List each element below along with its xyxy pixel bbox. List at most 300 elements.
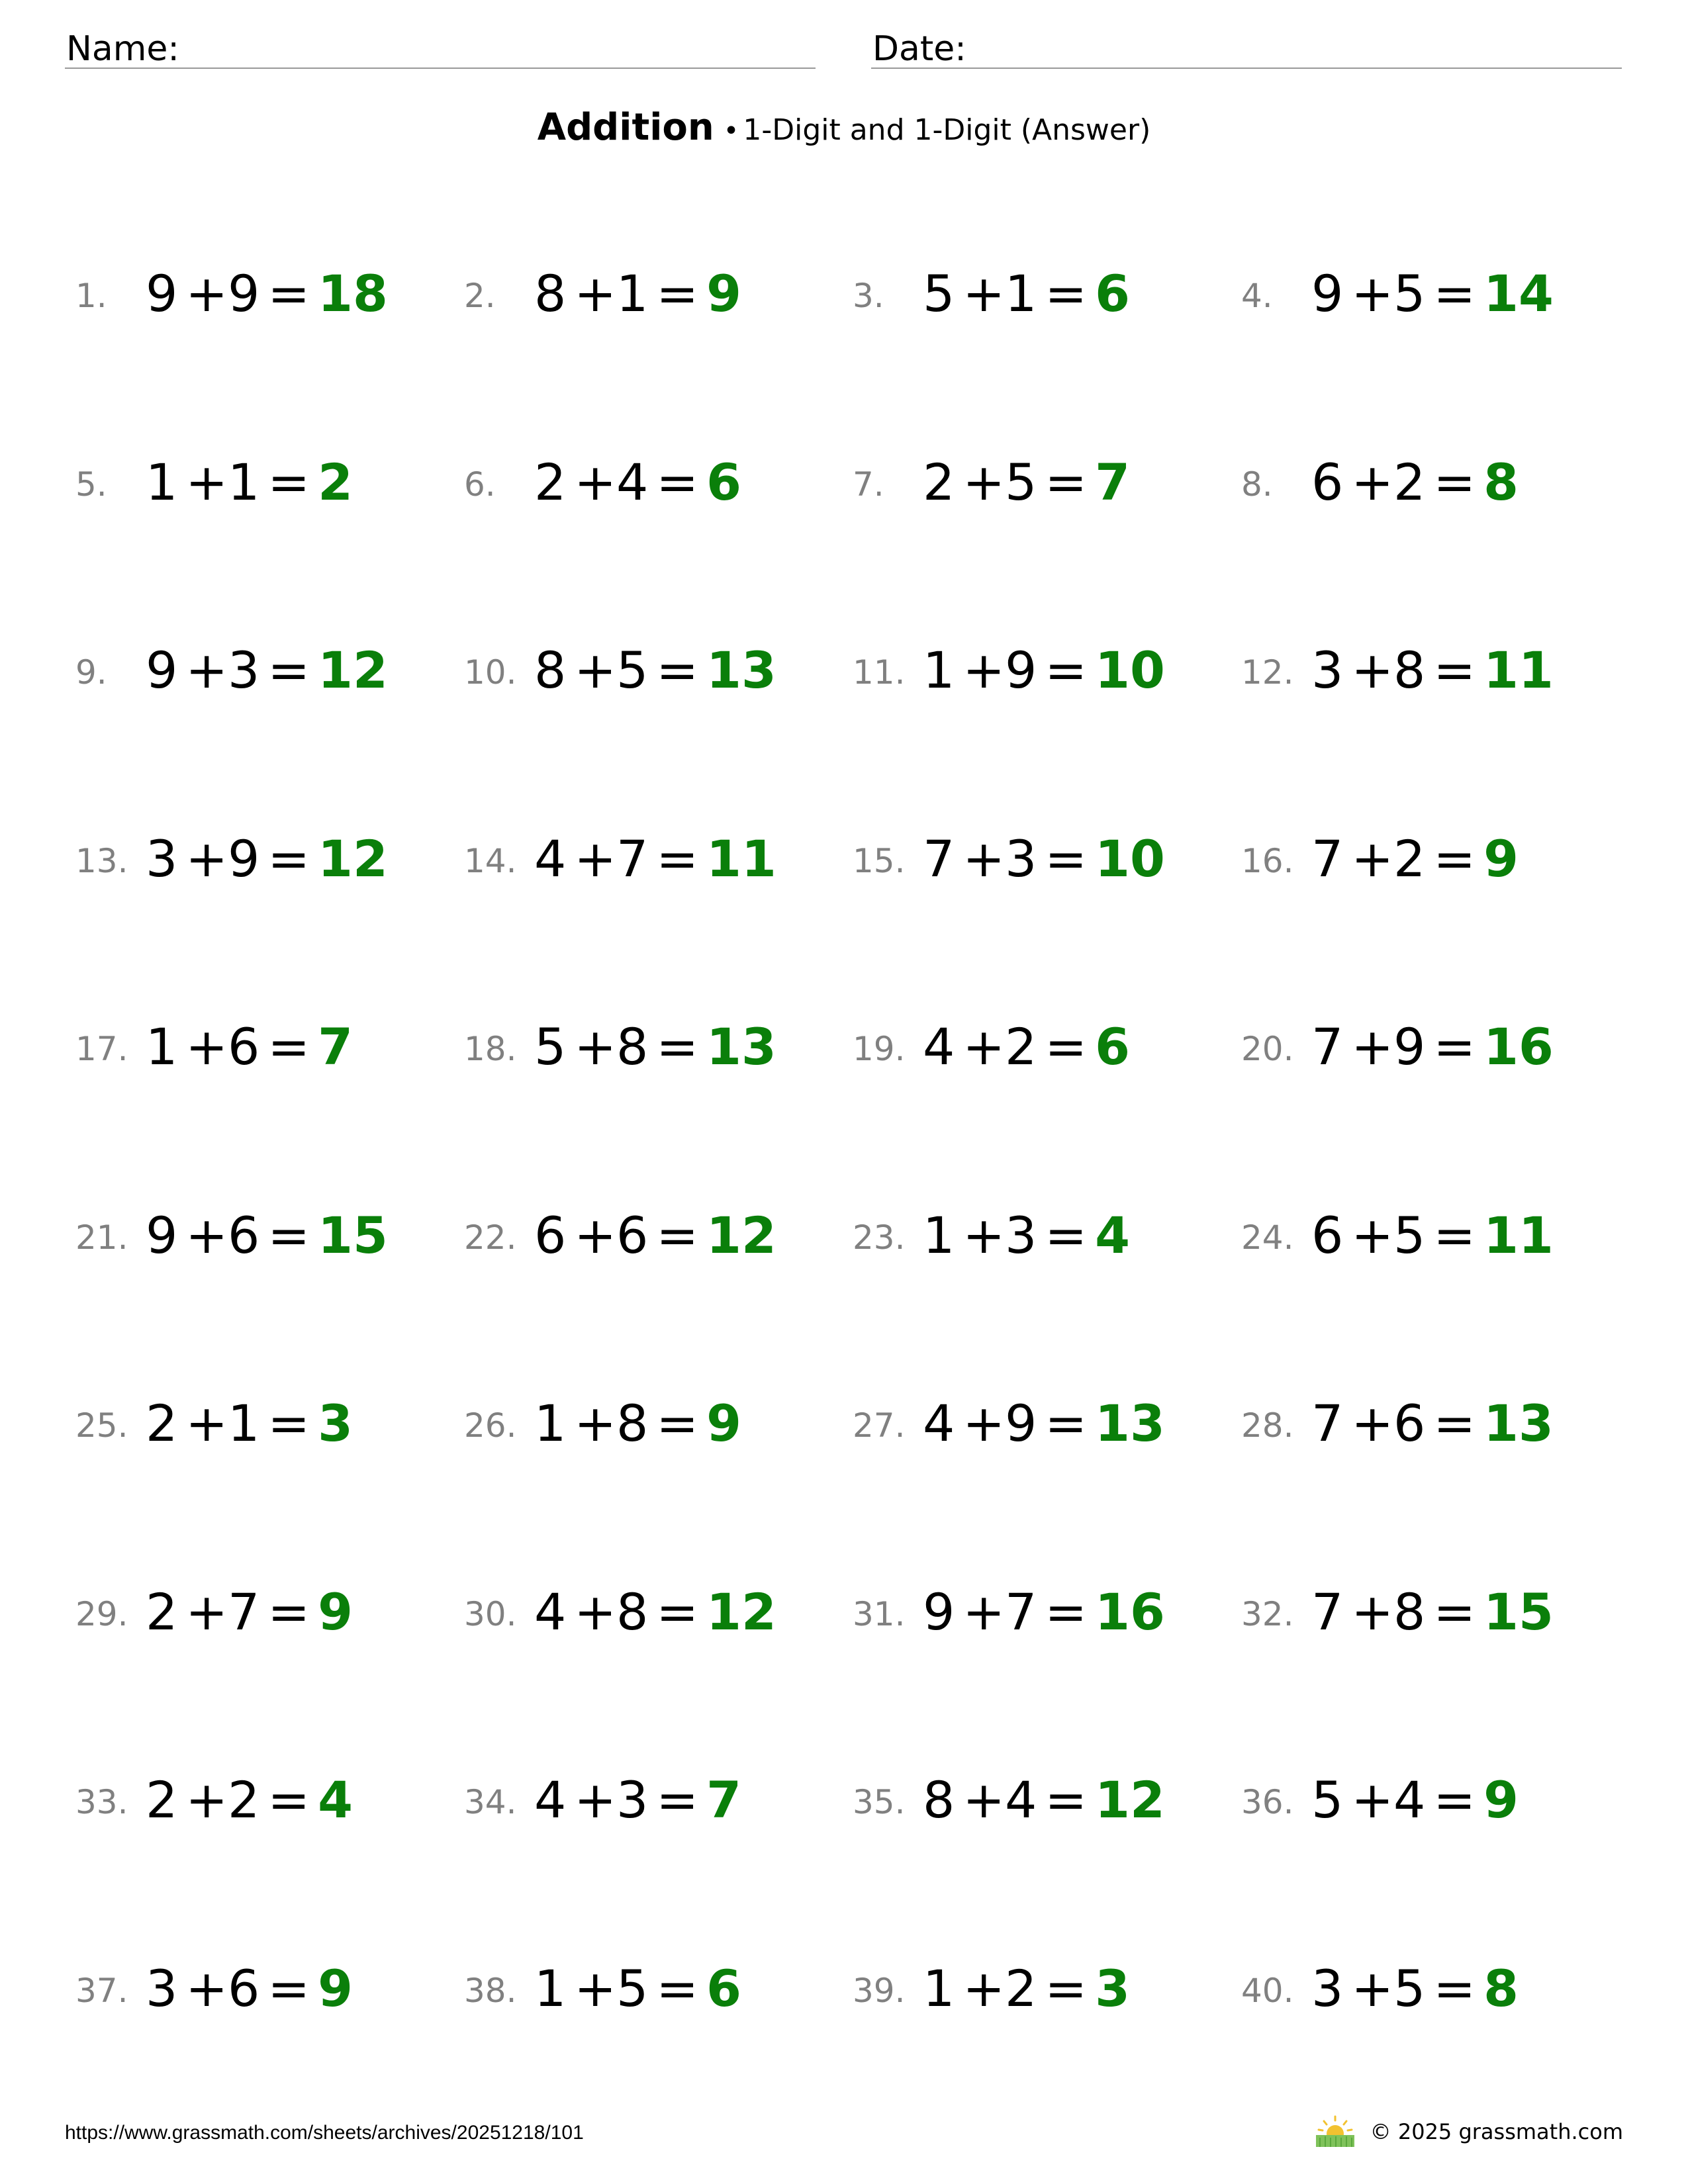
equals-sign: = — [656, 1770, 699, 1829]
addend-b: 9 — [1393, 1017, 1426, 1076]
equals-sign: = — [267, 1206, 310, 1265]
problem-equation — [1311, 264, 1554, 323]
answer: 11 — [706, 829, 776, 888]
answer: 3 — [318, 1394, 353, 1453]
problem-item — [464, 1206, 835, 1265]
plus-sign: + — [185, 829, 228, 888]
answer: 13 — [706, 1017, 776, 1076]
equals-sign: = — [1045, 1017, 1088, 1076]
addend-a: 7 — [923, 829, 955, 888]
plus-sign: + — [962, 1770, 1006, 1829]
addend-a: 9 — [146, 264, 178, 323]
problem-item — [75, 264, 446, 323]
equals-sign: = — [1433, 1017, 1476, 1076]
addend-a: 9 — [1311, 264, 1344, 323]
problem-number: 3. — [853, 277, 884, 315]
problem-number: 25. — [75, 1406, 128, 1445]
plus-sign: + — [185, 1017, 228, 1076]
answer: 10 — [1095, 641, 1165, 700]
equals-sign: = — [656, 453, 699, 512]
addend-b: 1 — [228, 453, 260, 512]
answer: 12 — [706, 1582, 776, 1641]
heading-bullet: • — [723, 116, 739, 146]
addend-b: 1 — [616, 264, 649, 323]
plus-sign: + — [574, 264, 617, 323]
answer: 15 — [318, 1206, 388, 1265]
problem-item — [1241, 1959, 1612, 2018]
worksheet-heading — [0, 106, 1688, 149]
problem-equation — [1311, 1017, 1554, 1076]
addend-a: 9 — [146, 641, 178, 700]
problem-equation — [146, 264, 388, 323]
answer: 9 — [318, 1959, 353, 2018]
addend-a: 2 — [534, 453, 567, 512]
problem-equation — [146, 1770, 353, 1829]
equals-sign: = — [1045, 453, 1088, 512]
worksheet-title: Addition — [537, 106, 714, 149]
addend-a: 8 — [534, 264, 567, 323]
addend-b: 7 — [1005, 1582, 1037, 1641]
problem-number: 27. — [853, 1406, 906, 1445]
problem-equation — [923, 1394, 1165, 1453]
worksheet-subtitle: 1-Digit and 1-Digit (Answer) — [743, 113, 1151, 147]
answer: 9 — [706, 1394, 741, 1453]
addend-b: 5 — [1393, 264, 1426, 323]
addend-a: 1 — [923, 1206, 955, 1265]
problem-number: 37. — [75, 1972, 128, 2010]
plus-sign: + — [574, 1206, 617, 1265]
problem-number: 20. — [1241, 1030, 1294, 1068]
addend-a: 6 — [534, 1206, 567, 1265]
problem-number: 10. — [464, 653, 517, 692]
addend-b: 5 — [1393, 1959, 1426, 2018]
plus-sign: + — [1351, 641, 1394, 700]
problem-equation — [534, 1394, 741, 1453]
problem-item — [853, 1770, 1223, 1829]
problem-item — [1241, 1394, 1612, 1453]
addend-a: 2 — [146, 1770, 178, 1829]
addend-b: 5 — [1005, 453, 1037, 512]
problem-equation — [534, 829, 776, 888]
plus-sign: + — [574, 1394, 617, 1453]
addend-b: 6 — [228, 1959, 260, 2018]
plus-sign: + — [1351, 264, 1394, 323]
problem-equation — [1311, 453, 1519, 512]
equals-sign: = — [267, 641, 310, 700]
addend-b: 3 — [228, 641, 260, 700]
addend-b: 8 — [616, 1017, 649, 1076]
addend-b: 8 — [1393, 1582, 1426, 1641]
plus-sign: + — [1351, 1017, 1394, 1076]
problem-item — [853, 264, 1223, 323]
addend-a: 9 — [146, 1206, 178, 1265]
plus-sign: + — [185, 1770, 228, 1829]
problem-number: 22. — [464, 1218, 517, 1257]
answer: 12 — [318, 641, 388, 700]
plus-sign: + — [574, 641, 617, 700]
plus-sign: + — [1351, 1582, 1394, 1641]
addend-b: 1 — [1005, 264, 1037, 323]
problem-item — [1241, 641, 1612, 700]
addend-b: 9 — [1005, 1394, 1037, 1453]
problem-number: 2. — [464, 277, 496, 315]
problem-equation — [534, 1959, 741, 2018]
problem-item — [464, 1394, 835, 1453]
problem-equation — [534, 264, 741, 323]
problem-number: 13. — [75, 842, 128, 880]
problem-number: 5. — [75, 465, 107, 504]
problem-number: 40. — [1241, 1972, 1294, 2010]
answer: 13 — [1095, 1394, 1165, 1453]
problem-number: 15. — [853, 842, 906, 880]
addend-b: 8 — [616, 1582, 649, 1641]
plus-sign: + — [962, 1582, 1006, 1641]
plus-sign: + — [962, 1017, 1006, 1076]
problem-item — [853, 641, 1223, 700]
problem-item — [464, 1770, 835, 1829]
equals-sign: = — [1045, 1770, 1088, 1829]
addend-b: 5 — [616, 1959, 649, 2018]
plus-sign: + — [574, 453, 617, 512]
problem-number: 28. — [1241, 1406, 1294, 1445]
addend-b: 5 — [1393, 1206, 1426, 1265]
problem-number: 39. — [853, 1972, 906, 2010]
answer: 14 — [1483, 264, 1554, 323]
problem-item — [853, 1582, 1223, 1641]
addend-a: 8 — [534, 641, 567, 700]
problem-equation — [1311, 1959, 1519, 2018]
problem-item — [75, 1770, 446, 1829]
problem-equation — [923, 1206, 1130, 1265]
answer: 16 — [1095, 1582, 1165, 1641]
equals-sign: = — [267, 264, 310, 323]
addend-b: 7 — [228, 1582, 260, 1641]
answer: 9 — [318, 1582, 353, 1641]
plus-sign: + — [1351, 829, 1394, 888]
addend-a: 1 — [534, 1959, 567, 2018]
problem-item — [464, 453, 835, 512]
problem-item — [75, 1206, 446, 1265]
equals-sign: = — [656, 264, 699, 323]
addend-a: 3 — [146, 1959, 178, 2018]
problem-equation — [146, 1206, 388, 1265]
answer: 12 — [706, 1206, 776, 1265]
addend-a: 5 — [534, 1017, 567, 1076]
problem-item — [1241, 1206, 1612, 1265]
problem-number: 23. — [853, 1218, 906, 1257]
problem-number: 21. — [75, 1218, 128, 1257]
equals-sign: = — [1433, 1394, 1476, 1453]
plus-sign: + — [185, 453, 228, 512]
problem-number: 19. — [853, 1030, 906, 1068]
plus-sign: + — [962, 1394, 1006, 1453]
problem-item — [1241, 1582, 1612, 1641]
addend-a: 1 — [146, 453, 178, 512]
plus-sign: + — [962, 829, 1006, 888]
problem-item — [464, 264, 835, 323]
problem-number: 26. — [464, 1406, 517, 1445]
problem-equation — [923, 1770, 1165, 1829]
answer: 12 — [318, 829, 388, 888]
problem-item — [75, 829, 446, 888]
equals-sign: = — [656, 1582, 699, 1641]
name-label: Name: — [66, 29, 179, 69]
problem-item — [853, 1206, 1223, 1265]
plus-sign: + — [185, 1582, 228, 1641]
equals-sign: = — [1433, 264, 1476, 323]
problem-equation — [923, 453, 1130, 512]
grass-sun-logo-icon — [1313, 2115, 1357, 2148]
addend-b: 6 — [616, 1206, 649, 1265]
equals-sign: = — [656, 829, 699, 888]
problem-equation — [146, 1017, 353, 1076]
addend-b: 8 — [1393, 641, 1426, 700]
equals-sign: = — [1045, 1959, 1088, 2018]
footer-url: https://www.grassmath.com/sheets/archives/20251218/101 — [65, 2122, 584, 2144]
problem-equation — [1311, 1394, 1554, 1453]
plus-sign: + — [962, 264, 1006, 323]
plus-sign: + — [1351, 1206, 1394, 1265]
equals-sign: = — [267, 1770, 310, 1829]
problem-number: 12. — [1241, 653, 1294, 692]
problem-item — [1241, 1770, 1612, 1829]
addend-b: 3 — [1005, 1206, 1037, 1265]
answer: 4 — [1095, 1206, 1130, 1265]
equals-sign: = — [1433, 1770, 1476, 1829]
equals-sign: = — [1045, 264, 1088, 323]
addend-a: 7 — [1311, 829, 1344, 888]
problem-equation — [146, 1394, 353, 1453]
answer: 6 — [706, 1959, 741, 2018]
name-field[interactable] — [65, 24, 816, 69]
addend-a: 4 — [534, 829, 567, 888]
problem-number: 33. — [75, 1783, 128, 1821]
addend-a: 2 — [146, 1582, 178, 1641]
addend-a: 8 — [923, 1770, 955, 1829]
answer: 2 — [318, 453, 353, 512]
addend-a: 1 — [146, 1017, 178, 1076]
plus-sign: + — [962, 641, 1006, 700]
addend-b: 8 — [616, 1394, 649, 1453]
equals-sign: = — [656, 1959, 699, 2018]
addend-b: 5 — [616, 641, 649, 700]
problem-item — [75, 1582, 446, 1641]
answer: 6 — [1095, 1017, 1130, 1076]
plus-sign: + — [185, 1959, 228, 2018]
equals-sign: = — [1433, 1959, 1476, 2018]
addend-a: 9 — [923, 1582, 955, 1641]
plus-sign: + — [1351, 1394, 1394, 1453]
problem-equation — [534, 1017, 776, 1076]
equals-sign: = — [267, 453, 310, 512]
problem-item — [464, 1017, 835, 1076]
addend-a: 5 — [1311, 1770, 1344, 1829]
problem-number: 16. — [1241, 842, 1294, 880]
problem-equation — [534, 453, 741, 512]
answer: 10 — [1095, 829, 1165, 888]
addend-a: 4 — [923, 1017, 955, 1076]
addend-b: 4 — [616, 453, 649, 512]
answer: 8 — [1483, 1959, 1519, 2018]
plus-sign: + — [1351, 1770, 1394, 1829]
addend-b: 1 — [228, 1394, 260, 1453]
problem-item — [853, 829, 1223, 888]
problem-number: 1. — [75, 277, 107, 315]
problem-item — [75, 1394, 446, 1453]
problem-item — [1241, 829, 1612, 888]
plus-sign: + — [574, 1582, 617, 1641]
equals-sign: = — [267, 829, 310, 888]
addend-b: 2 — [1393, 829, 1426, 888]
problem-equation — [923, 641, 1165, 700]
problem-equation — [1311, 1206, 1554, 1265]
answer: 8 — [1483, 453, 1519, 512]
plus-sign: + — [185, 641, 228, 700]
problem-equation — [146, 1582, 353, 1641]
answer: 6 — [706, 453, 741, 512]
answer: 11 — [1483, 1206, 1554, 1265]
problem-item — [1241, 264, 1612, 323]
plus-sign: + — [185, 264, 228, 323]
answer: 9 — [706, 264, 741, 323]
plus-sign: + — [185, 1206, 228, 1265]
addend-a: 2 — [146, 1394, 178, 1453]
equals-sign: = — [1433, 453, 1476, 512]
equals-sign: = — [267, 1017, 310, 1076]
equals-sign: = — [267, 1394, 310, 1453]
answer: 9 — [1483, 1770, 1519, 1829]
plus-sign: + — [574, 829, 617, 888]
problem-item — [464, 1959, 835, 2018]
plus-sign: + — [962, 1206, 1006, 1265]
problem-number: 6. — [464, 465, 496, 504]
answer: 6 — [1095, 264, 1130, 323]
problem-item — [1241, 1017, 1612, 1076]
addend-a: 7 — [1311, 1394, 1344, 1453]
equals-sign: = — [656, 1017, 699, 1076]
problem-equation — [1311, 1582, 1554, 1641]
addend-a: 1 — [923, 641, 955, 700]
answer: 18 — [318, 264, 388, 323]
problem-number: 17. — [75, 1030, 128, 1068]
equals-sign: = — [1433, 1582, 1476, 1641]
problem-item — [75, 1959, 446, 2018]
addend-a: 1 — [923, 1959, 955, 2018]
addend-a: 6 — [1311, 453, 1344, 512]
equals-sign: = — [1045, 1394, 1088, 1453]
answer: 4 — [318, 1770, 353, 1829]
problem-number: 32. — [1241, 1595, 1294, 1633]
addend-a: 3 — [1311, 1959, 1344, 2018]
problem-equation — [923, 1582, 1165, 1641]
addend-a: 7 — [1311, 1582, 1344, 1641]
problem-item — [75, 641, 446, 700]
answer: 7 — [318, 1017, 353, 1076]
answer: 13 — [1483, 1394, 1554, 1453]
plus-sign: + — [1351, 1959, 1394, 2018]
problem-equation — [1311, 641, 1554, 700]
problem-number: 18. — [464, 1030, 517, 1068]
equals-sign: = — [656, 1394, 699, 1453]
problem-item — [853, 453, 1223, 512]
problem-equation — [146, 453, 353, 512]
problem-number: 34. — [464, 1783, 517, 1821]
equals-sign: = — [1433, 1206, 1476, 1265]
problem-item — [853, 1394, 1223, 1453]
plus-sign: + — [574, 1959, 617, 2018]
problem-equation — [923, 264, 1130, 323]
addend-b: 4 — [1393, 1770, 1426, 1829]
date-field[interactable] — [871, 24, 1622, 69]
plus-sign: + — [574, 1017, 617, 1076]
problem-equation — [923, 1017, 1130, 1076]
equals-sign: = — [1045, 1206, 1088, 1265]
addend-a: 4 — [534, 1770, 567, 1829]
problem-number: 31. — [853, 1595, 906, 1633]
answer: 16 — [1483, 1017, 1554, 1076]
answer: 9 — [1483, 829, 1519, 888]
plus-sign: + — [1351, 453, 1394, 512]
addend-b: 2 — [1393, 453, 1426, 512]
addend-b: 2 — [228, 1770, 260, 1829]
answer: 13 — [706, 641, 776, 700]
problem-equation — [534, 1770, 741, 1829]
problem-number: 38. — [464, 1972, 517, 2010]
addend-b: 9 — [228, 829, 260, 888]
problem-item — [1241, 453, 1612, 512]
addend-b: 2 — [1005, 1017, 1037, 1076]
addend-a: 1 — [534, 1394, 567, 1453]
problem-equation — [534, 1206, 776, 1265]
problem-number: 4. — [1241, 277, 1273, 315]
equals-sign: = — [1433, 641, 1476, 700]
addend-a: 7 — [1311, 1017, 1344, 1076]
equals-sign: = — [656, 641, 699, 700]
date-label: Date: — [872, 29, 966, 69]
addend-b: 6 — [1393, 1394, 1426, 1453]
problem-item — [464, 829, 835, 888]
addend-a: 5 — [923, 264, 955, 323]
plus-sign: + — [574, 1770, 617, 1829]
addend-a: 3 — [146, 829, 178, 888]
problem-item — [464, 1582, 835, 1641]
problem-equation — [534, 641, 776, 700]
addend-b: 6 — [228, 1206, 260, 1265]
problem-number: 24. — [1241, 1218, 1294, 1257]
problem-equation — [146, 641, 388, 700]
answer: 3 — [1095, 1959, 1130, 2018]
addend-a: 2 — [923, 453, 955, 512]
problem-equation — [923, 1959, 1130, 2018]
problem-item — [75, 453, 446, 512]
plus-sign: + — [962, 1959, 1006, 2018]
addend-a: 6 — [1311, 1206, 1344, 1265]
problem-equation — [1311, 1770, 1519, 1829]
answer: 11 — [1483, 641, 1554, 700]
plus-sign: + — [185, 1394, 228, 1453]
addend-b: 6 — [228, 1017, 260, 1076]
problem-number: 14. — [464, 842, 517, 880]
problem-item — [853, 1017, 1223, 1076]
equals-sign: = — [1045, 829, 1088, 888]
answer: 7 — [1095, 453, 1130, 512]
problem-number: 30. — [464, 1595, 517, 1633]
problem-number: 9. — [75, 653, 107, 692]
addend-b: 3 — [616, 1770, 649, 1829]
problem-number: 35. — [853, 1783, 906, 1821]
problem-item — [464, 641, 835, 700]
addend-b: 4 — [1005, 1770, 1037, 1829]
